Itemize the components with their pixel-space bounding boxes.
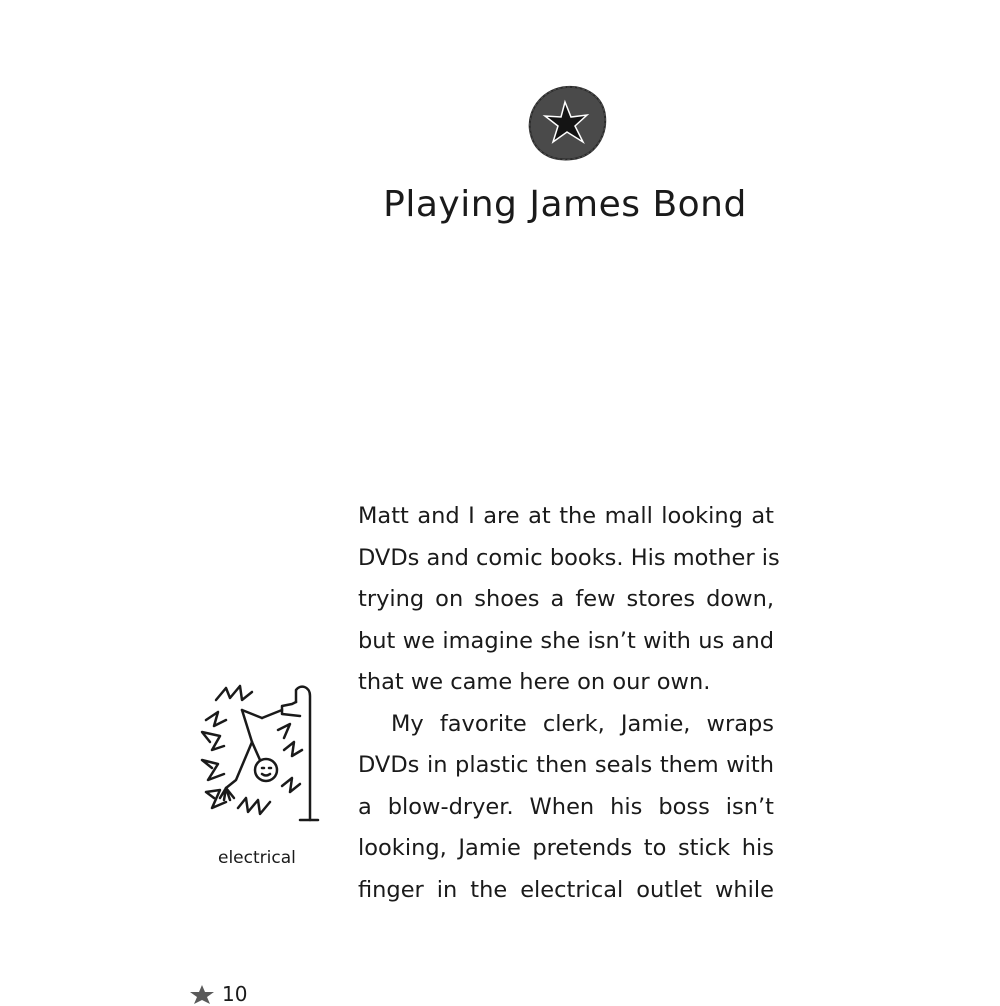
text-line: but we imagine she isn’t with us and: [358, 627, 774, 654]
margin-illustration: [196, 680, 336, 830]
text-line: My favorite clerk, Jamie, wraps: [391, 710, 774, 737]
text-line: that we came here on our own.: [358, 669, 711, 695]
electrocuted-stick-figure-icon: [196, 680, 336, 830]
chapter-title: Playing James Bond: [383, 184, 747, 225]
text-line: trying on shoes a few stores down,: [358, 586, 774, 612]
chapter-star-badge: [527, 84, 607, 162]
text-line: DVDs in plastic then seals them with: [358, 752, 774, 778]
star-icon: [188, 984, 216, 1004]
text-line: finger in the electrical outlet while: [358, 876, 774, 903]
page-footer: [188, 984, 247, 1004]
body-text: [358, 496, 780, 911]
text-line: DVDs and comic books. His mother is: [358, 544, 780, 571]
text-line: a blow-dryer. When his boss isn’t: [358, 793, 774, 820]
star-badge-icon: [527, 84, 607, 162]
page-number: 10: [222, 982, 248, 1006]
text-line: Matt and I are at the mall looking at: [358, 503, 774, 529]
text-line: looking, Jamie pretends to stick his: [358, 835, 774, 861]
illustration-label: electrical: [218, 848, 296, 868]
